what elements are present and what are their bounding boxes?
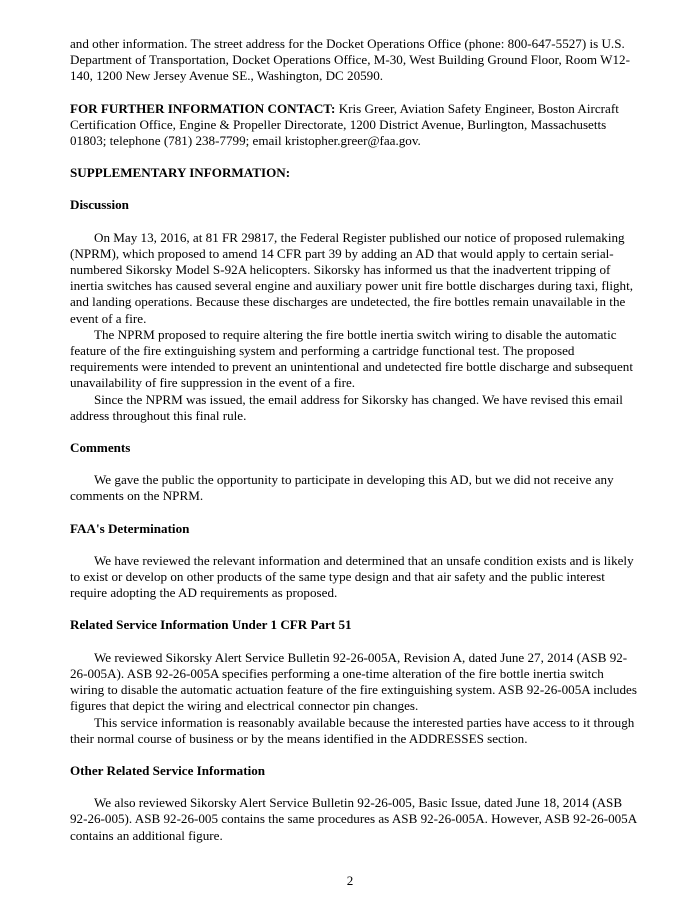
discussion-paragraph: Since the NPRM was issued, the email address for Sikorsky has changed. We have revised this email address throughout this final rule. bbox=[70, 391, 623, 423]
determination-heading: FAA's Determination bbox=[70, 520, 190, 536]
discussion-paragraph: On May 13, 2016, at 81 FR 29817, the Federal Register published our notice of proposed rulemaking (NPRM), which proposed to amend 14 CFR part 39 by adding an AD that would apply to certain serial-numbered Sikorsky Model S-92A helicopters. Sikorsky has informed us that the inadvertent tripping of inertia switches has caused several engine and auxiliary power unit fire bottle discharges during taxi, flight, and landing operations. Because these discharges are undetected, the fire bottles remain unavailable in the event of a fire. bbox=[70, 229, 633, 326]
related-service-paragraph: We reviewed Sikorsky Alert Service Bulletin 92-26-005A, Revision A, dated June 27, 2014 (ASB 92-26-005A). ASB 92-26-005A specifies performing a one-time alteration of the fire bottle inertia switch wiring to disable the automatic actuation feature of the fire extinguishing system. ASB 92-26-005A includes figures that depict the wiring and electrical connector pin changes. bbox=[70, 649, 637, 714]
discussion-heading: Discussion bbox=[70, 197, 129, 213]
comments-paragraph: We gave the public the opportunity to participate in developing this AD, but we did not receive any comments on the NPRM. bbox=[70, 472, 614, 504]
related-service-paragraph: This service information is reasonably available because the interested parties have access to it through their normal course of business or by the means identified in the ADDRESSES section. bbox=[70, 714, 635, 746]
page-number: 2 bbox=[346, 873, 354, 888]
other-related-paragraph: We also reviewed Sikorsky Alert Service Bulletin 92-26-005, Basic Issue, dated June 18, 2014 (ASB 92-26-005). ASB 92-26-005 contains the same procedures as ASB 92-26-005A. However, ASB 92-26-005A contains an additional figure. bbox=[70, 795, 637, 843]
contact-label: FOR FURTHER INFORMATION CONTACT: bbox=[70, 100, 336, 116]
supplementary-heading: SUPPLEMENTARY INFORMATION: bbox=[70, 165, 291, 181]
related-service-heading: Related Service Information Under 1 CFR Part 51 bbox=[70, 617, 352, 633]
comments-heading: Comments bbox=[70, 440, 131, 456]
contact-paragraph bbox=[70, 101, 638, 150]
other-related-heading: Other Related Service Information bbox=[70, 762, 266, 778]
determination-paragraph: We have reviewed the relevant information and determined that an unsafe condition exists and is likely to exist or develop on other products of the same type design and that air safety and the public interest require adopting the AD requirements as proposed. bbox=[70, 552, 634, 601]
document-page bbox=[70, 36, 638, 844]
contact-text: Kris Greer, Aviation Safety Engineer, Boston Aircraft Certification Office, Engine & Propeller Directorate, 1200 District Avenue, Burlington, Massachusetts 01803; telephone (781) 238-7799; email kristopher.greer@faa.gov. bbox=[70, 100, 619, 149]
discussion-paragraph: The NPRM proposed to require altering the fire bottle inertia switch wiring to disable the automatic feature of the fire extinguishing system and performing a cartridge functional test. The proposed requirements were intended to prevent an unintentional and undetected fire bottle discharge and subsequent unavailability of fire suppression in the event of a fire. bbox=[70, 326, 633, 391]
intro-paragraph: and other information. The street address for the Docket Operations Office (phone: 800-647-5527) is U.S. Department of Transportation, Docket Operations Office, M-30, West Building Ground Floor, Room W12-140, 1200 New Jersey Avenue SE., Washington, DC 20590. bbox=[70, 36, 630, 84]
